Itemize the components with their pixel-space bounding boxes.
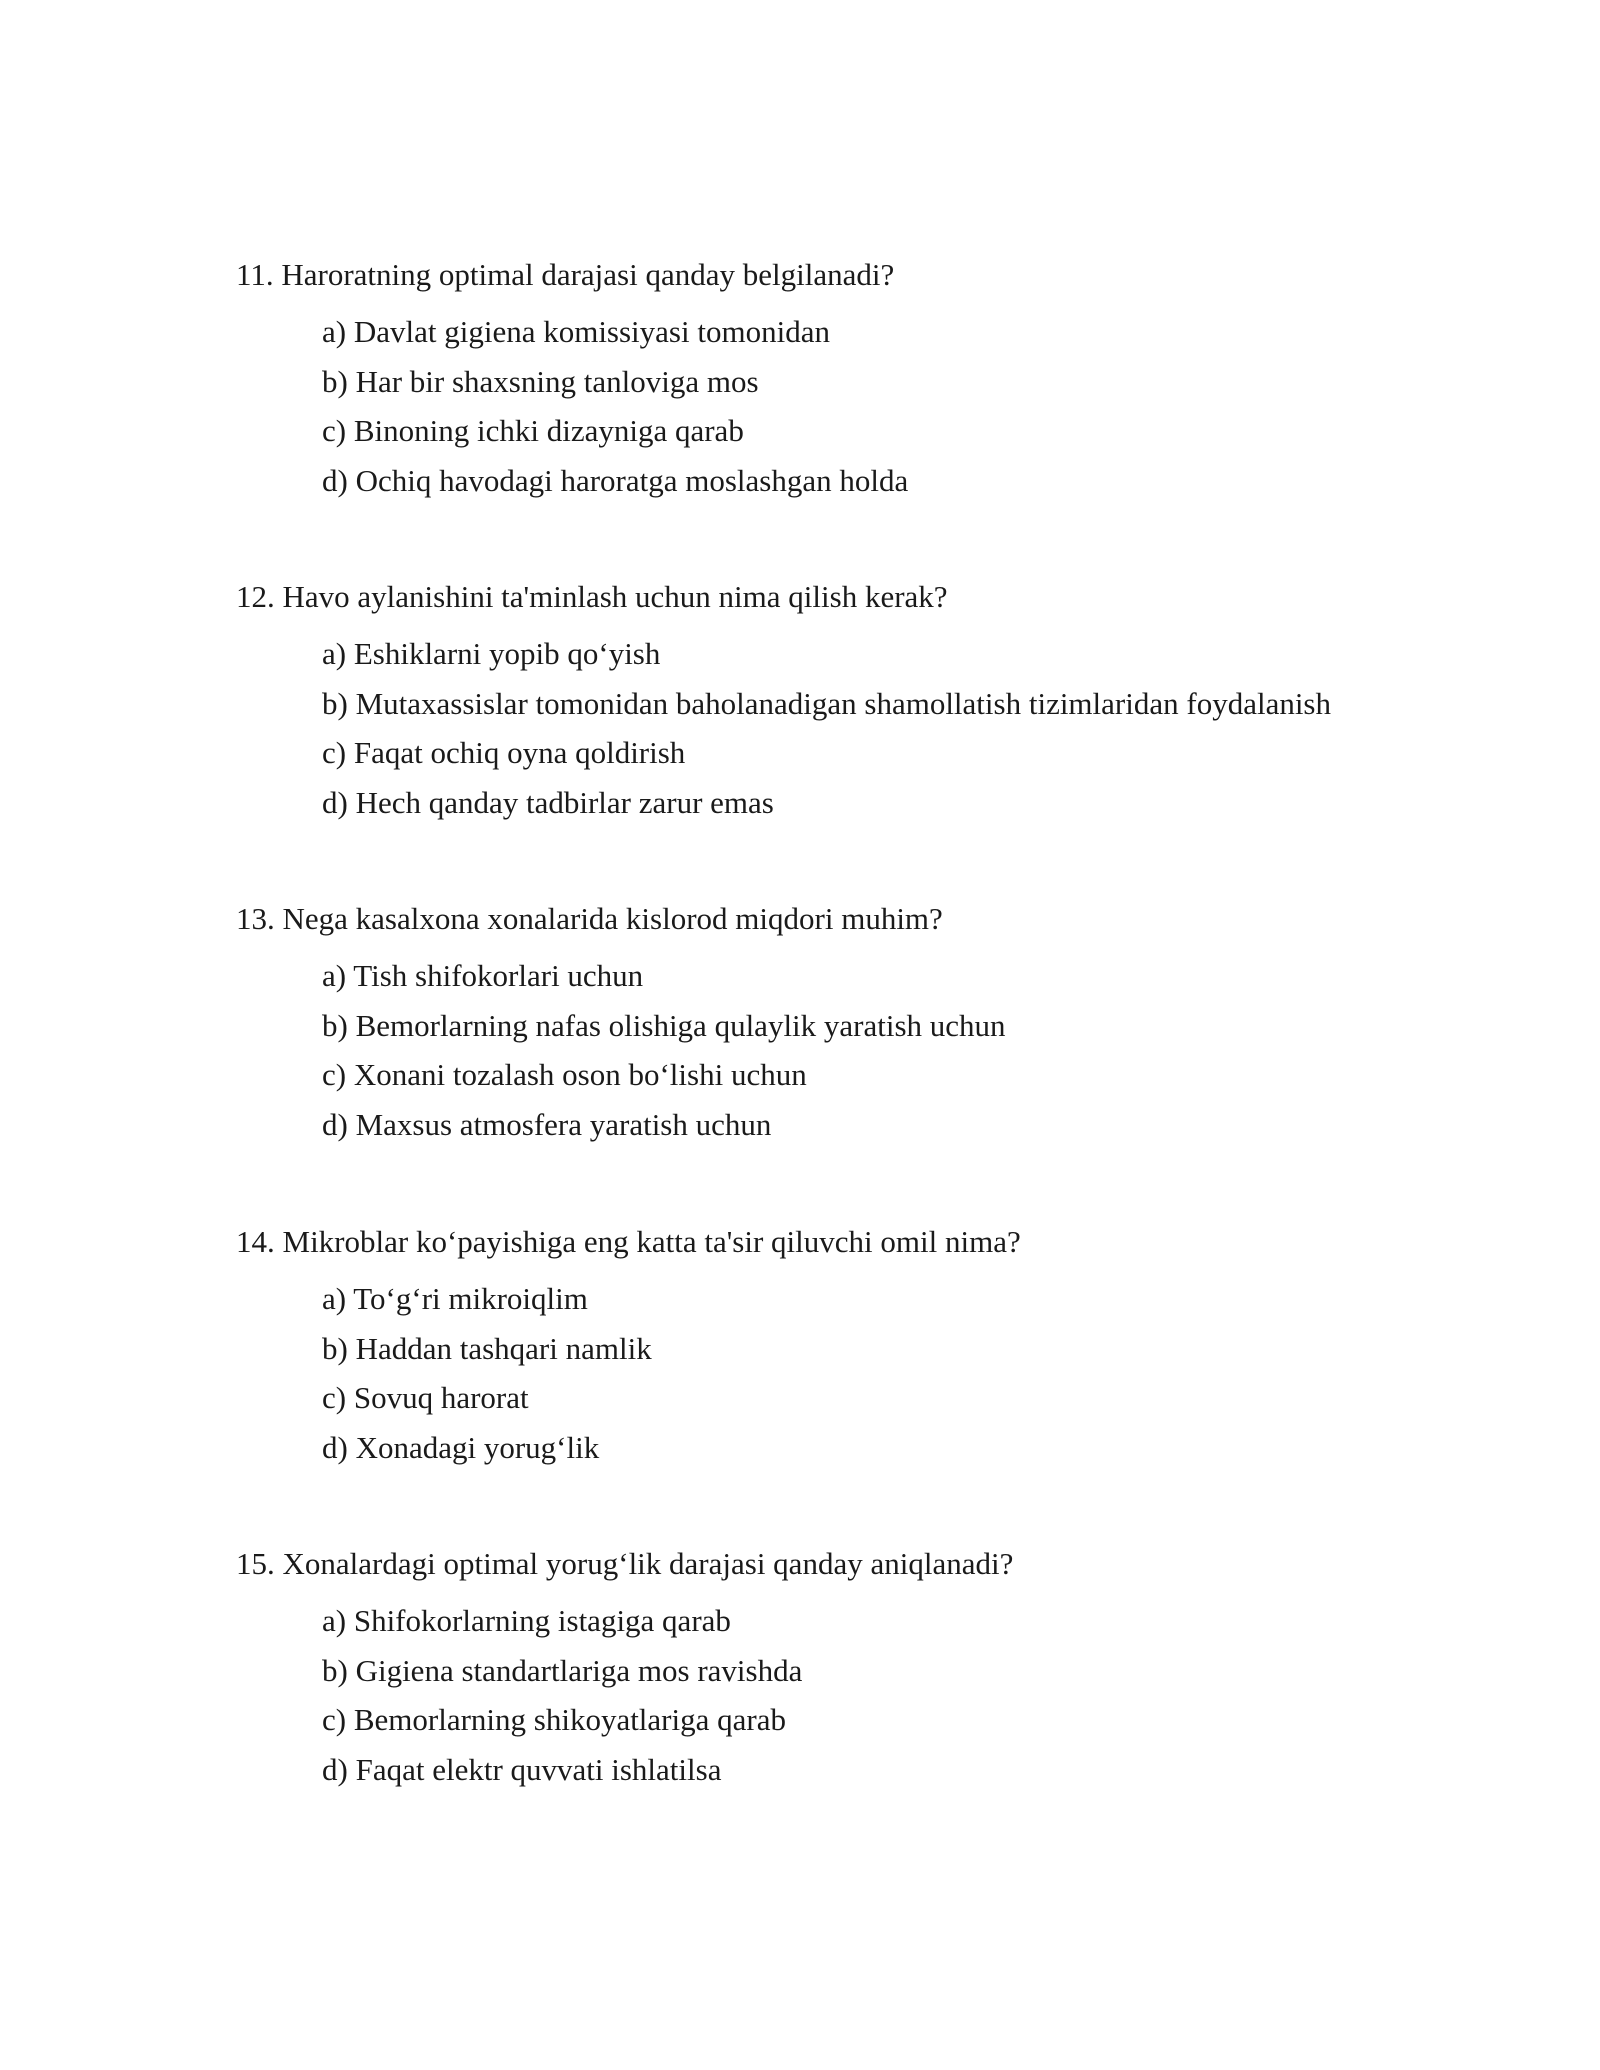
question-15	[236, 1546, 1486, 1801]
option-a: a) Tish shifokorlari uchun	[322, 958, 644, 993]
answer-options	[322, 1281, 1486, 1479]
option-d: d) Faqat elektr quvvati ishlatilsa	[322, 1751, 722, 1787]
answer-options	[322, 958, 1486, 1156]
question-text: 11. Haroratning optimal darajasi qanday belgilanadi?	[236, 257, 895, 292]
question-11	[236, 257, 1486, 512]
question-text: 12. Havo aylanishini ta'minlash uchun nima qilish kerak?	[236, 579, 948, 614]
option-d: d) Hech qanday tadbirlar zarur emas	[322, 784, 774, 820]
question-text: 14. Mikroblar ko‘payishiga eng katta ta'sir qiluvchi omil nima?	[236, 1224, 1021, 1259]
option-c: c) Xonani tozalash oson bo‘lishi uchun	[322, 1057, 807, 1092]
option-a: a) Eshiklarni yopib qo‘yish	[322, 636, 661, 671]
option-a: a) Davlat gigiena komissiyasi tomonidan	[322, 314, 830, 349]
option-b: b) Mutaxassislar tomonidan baholanadigan shamollatish tizimlaridan foydalanish	[322, 685, 1331, 721]
answer-options	[322, 314, 1486, 512]
option-c: c) Bemorlarning shikoyatlariga qarab	[322, 1702, 786, 1737]
question-14	[236, 1224, 1486, 1479]
option-d: d) Xonadagi yorug‘lik	[322, 1429, 600, 1465]
option-d: d) Maxsus atmosfera yaratish uchun	[322, 1106, 772, 1142]
question-text: 15. Xonalardagi optimal yorug‘lik darajasi qanday aniqlanadi?	[236, 1546, 1014, 1581]
option-b: b) Bemorlarning nafas olishiga qulaylik yaratish uchun	[322, 1007, 1006, 1043]
option-c: c) Binoning ichki dizayniga qarab	[322, 413, 744, 448]
option-a: a) Shifokorlarning istagiga qarab	[322, 1603, 731, 1638]
option-a: a) To‘g‘ri mikroiqlim	[322, 1281, 588, 1316]
question-text: 13. Nega kasalxona xonalarida kislorod miqdori muhim?	[236, 901, 943, 936]
question-12	[236, 579, 1486, 834]
option-d: d) Ochiq havodagi haroratga moslashgan holda	[322, 462, 909, 498]
option-c: c) Faqat ochiq oyna qoldirish	[322, 735, 686, 770]
option-b: b) Gigiena standartlariga mos ravishda	[322, 1652, 803, 1688]
answer-options	[322, 1603, 1486, 1801]
answer-options	[322, 636, 1486, 834]
option-c: c) Sovuq harorat	[322, 1380, 529, 1415]
option-b: b) Har bir shaxsning tanloviga mos	[322, 363, 759, 399]
option-b: b) Haddan tashqari namlik	[322, 1330, 652, 1366]
question-13	[236, 901, 1486, 1156]
